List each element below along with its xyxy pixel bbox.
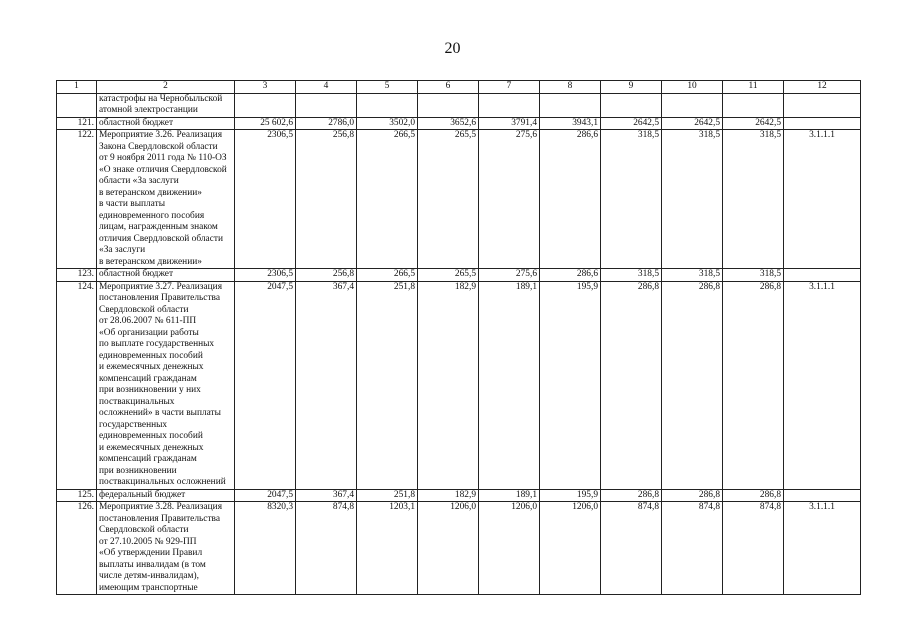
description-line: Закона Свердловской области <box>99 141 218 152</box>
description-line: и ежемесячных денежных <box>99 442 204 453</box>
value-cell: 1203,1 <box>357 502 418 595</box>
value-cell: 2306,5 <box>235 130 296 269</box>
target-code <box>784 93 861 117</box>
description-line: Мероприятие 3.27. Реализация <box>99 281 223 292</box>
description-line: в ветеранском движении» <box>99 187 202 198</box>
value-cell: 251,8 <box>357 281 418 489</box>
table-row <box>57 93 861 117</box>
value-cell: 2642,5 <box>601 117 662 130</box>
value-cell: 3791,4 <box>479 117 540 130</box>
description-line: постановления Правительства <box>99 293 221 303</box>
value-cell <box>723 93 784 117</box>
value-cell: 286,8 <box>723 281 784 489</box>
header-cell: 5 <box>357 81 418 94</box>
value-cell: 195,9 <box>540 489 601 502</box>
value-cell: 286,6 <box>540 130 601 269</box>
header-row <box>57 81 861 94</box>
description-line: числе детям-инвалидам), <box>99 571 199 581</box>
header-cell: 3 <box>235 81 296 94</box>
description-line: государственных <box>99 419 168 430</box>
row-description <box>97 130 235 269</box>
target-code: 3.1.1.1 <box>784 281 861 489</box>
value-cell: 251,8 <box>357 489 418 502</box>
description-line: имеющим транспортные <box>99 582 198 593</box>
description-line: в ветеранском движении» <box>99 256 202 267</box>
description-line: при возникновении <box>99 465 177 476</box>
page-number: 20 <box>444 40 461 57</box>
description-line: катастрофы на Чернобыльской <box>99 93 223 104</box>
value-cell: 3943,1 <box>540 117 601 130</box>
value-cell: 3502,0 <box>357 117 418 130</box>
value-cell: 874,8 <box>723 502 784 595</box>
header-cell: 2 <box>97 81 235 94</box>
value-cell: 1206,0 <box>479 502 540 595</box>
value-cell: 367,4 <box>296 489 357 502</box>
value-cell <box>479 93 540 117</box>
value-cell: 286,6 <box>540 269 601 282</box>
value-cell: 265,5 <box>418 269 479 282</box>
value-cell: 275,6 <box>479 130 540 269</box>
target-code <box>784 269 861 282</box>
row-number: 123. <box>57 269 97 282</box>
value-cell: 874,8 <box>662 502 723 595</box>
description-line: областной бюджет <box>99 117 174 128</box>
value-cell <box>540 93 601 117</box>
value-cell: 1206,0 <box>418 502 479 595</box>
row-description <box>97 269 235 282</box>
value-cell: 189,1 <box>479 489 540 502</box>
value-cell <box>418 93 479 117</box>
value-cell: 3652,6 <box>418 117 479 130</box>
value-cell: 2047,5 <box>235 281 296 489</box>
description-line: от 9 ноября 2011 года № 110-ОЗ <box>99 153 227 163</box>
description-line: «Об организации работы <box>99 327 199 338</box>
description-line: от 28.06.2007 № 611-ПП <box>99 316 197 326</box>
value-cell: 1206,0 <box>540 502 601 595</box>
value-cell: 2786,0 <box>296 117 357 130</box>
value-cell: 256,8 <box>296 269 357 282</box>
row-number: 125. <box>57 489 97 502</box>
value-cell: 2642,5 <box>723 117 784 130</box>
description-line: и ежемесячных денежных <box>99 362 204 372</box>
target-code: 3.1.1.1 <box>784 502 861 595</box>
description-line: по выплате государственных <box>99 339 215 349</box>
value-cell: 286,8 <box>723 489 784 502</box>
value-cell: 189,1 <box>479 281 540 489</box>
header-cell: 12 <box>784 81 861 94</box>
row-number: 121. <box>57 117 97 130</box>
header-cell: 6 <box>418 81 479 94</box>
description-line: поствакцинальных <box>99 396 175 407</box>
row-number: 122. <box>57 130 97 269</box>
description-line: федеральный бюджет <box>99 489 186 500</box>
header-cell: 9 <box>601 81 662 94</box>
value-cell: 318,5 <box>662 130 723 269</box>
description-line: при возникновении у них <box>99 385 201 395</box>
target-code: 3.1.1.1 <box>784 130 861 269</box>
row-description <box>97 502 235 595</box>
value-cell: 286,8 <box>601 281 662 489</box>
value-cell: 318,5 <box>601 269 662 282</box>
value-cell: 182,9 <box>418 489 479 502</box>
description-line: областной бюджет <box>99 269 174 279</box>
value-cell: 266,5 <box>357 130 418 269</box>
row-description <box>97 117 235 130</box>
value-cell: 367,4 <box>296 281 357 489</box>
description-line: поствакцинальных осложнений <box>99 477 226 487</box>
description-line: в части выплаты <box>99 199 165 209</box>
table-row <box>57 117 861 130</box>
value-cell: 286,8 <box>662 281 723 489</box>
description-line: «Об утверждении Правил <box>99 548 203 558</box>
description-line: «За заслуги <box>99 245 146 255</box>
description-line: осложнений» в части выплаты <box>99 408 221 418</box>
table-row <box>57 269 861 282</box>
header-cell: 4 <box>296 81 357 94</box>
description-line: единовременных пособий <box>99 431 203 441</box>
value-cell: 182,9 <box>418 281 479 489</box>
value-cell: 275,6 <box>479 269 540 282</box>
value-cell: 265,5 <box>418 130 479 269</box>
row-number <box>57 93 97 117</box>
description-line: отличия Свердловской области <box>99 233 223 244</box>
target-code <box>784 117 861 130</box>
description-line: единовременных пособий <box>99 350 203 361</box>
row-number: 124. <box>57 281 97 489</box>
value-cell: 874,8 <box>601 502 662 595</box>
row-description <box>97 281 235 489</box>
table-row <box>57 489 861 502</box>
row-description <box>97 489 235 502</box>
description-line: от 27.10.2005 № 929-ПП <box>99 536 197 547</box>
value-cell: 874,8 <box>296 502 357 595</box>
row-description <box>97 93 235 117</box>
header-cell: 1 <box>57 81 97 94</box>
description-line: атомной электростанции <box>99 105 198 115</box>
value-cell <box>235 93 296 117</box>
header-cell: 7 <box>479 81 540 94</box>
description-line: Свердловской области <box>99 525 189 535</box>
value-cell <box>662 93 723 117</box>
value-cell <box>296 93 357 117</box>
row-number: 126. <box>57 502 97 595</box>
table-row <box>57 130 861 269</box>
description-line: области «За заслуги <box>99 176 179 186</box>
description-line: компенсаций гражданам <box>99 373 197 384</box>
header-cell: 11 <box>723 81 784 94</box>
value-cell: 195,9 <box>540 281 601 489</box>
value-cell: 266,5 <box>357 269 418 282</box>
value-cell: 2306,5 <box>235 269 296 282</box>
description-line: лицам, награжденным знаком <box>99 222 218 232</box>
value-cell: 318,5 <box>723 269 784 282</box>
description-line: компенсаций гражданам <box>99 454 197 464</box>
description-line: «О знаке отличия Свердловской <box>99 164 227 175</box>
target-code <box>784 489 861 502</box>
value-cell: 286,8 <box>662 489 723 502</box>
value-cell: 2047,5 <box>235 489 296 502</box>
value-cell <box>357 93 418 117</box>
value-cell: 25 602,6 <box>235 117 296 130</box>
value-cell <box>601 93 662 117</box>
value-cell: 2642,5 <box>662 117 723 130</box>
table-row <box>57 281 861 489</box>
value-cell: 318,5 <box>662 269 723 282</box>
value-cell: 8320,3 <box>235 502 296 595</box>
table-body <box>57 93 861 595</box>
value-cell: 286,8 <box>601 489 662 502</box>
description-line: Мероприятие 3.28. Реализация <box>99 502 223 512</box>
value-cell: 256,8 <box>296 130 357 269</box>
header-cell: 8 <box>540 81 601 94</box>
table-header <box>57 81 861 94</box>
description-line: Мероприятие 3.26. Реализация <box>99 130 223 140</box>
value-cell: 318,5 <box>723 130 784 269</box>
value-cell: 318,5 <box>601 130 662 269</box>
table-row <box>57 502 861 595</box>
header-cell: 10 <box>662 81 723 94</box>
budget-table <box>56 80 861 595</box>
description-line: единовременного пособия <box>99 210 205 221</box>
description-line: Свердловской области <box>99 304 189 315</box>
description-line: постановления Правительства <box>99 513 221 524</box>
description-line: выплаты инвалидам (в том <box>99 559 206 570</box>
